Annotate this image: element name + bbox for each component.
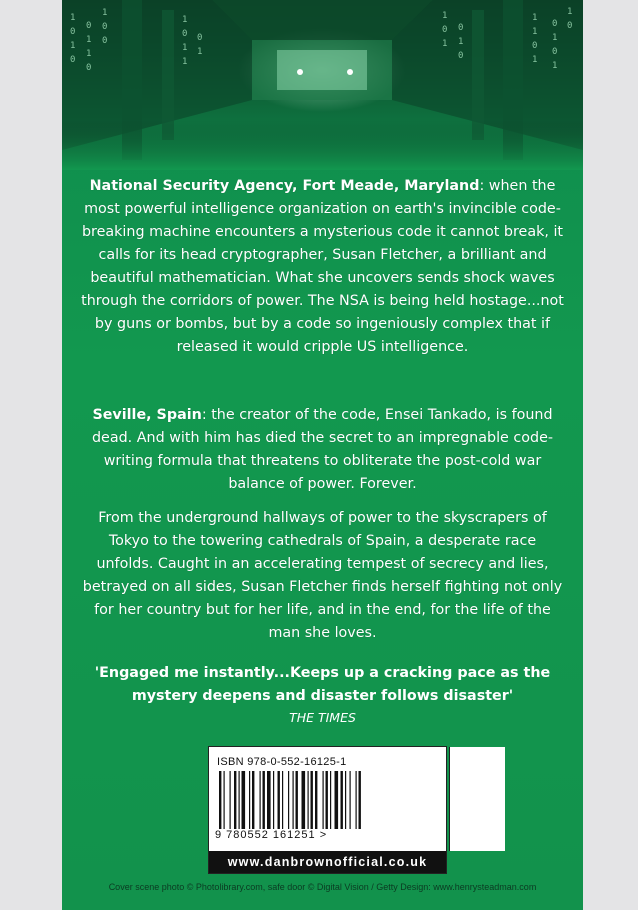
book-back-cover [62, 0, 583, 910]
svg-text:0: 0 [197, 33, 203, 43]
website-url: www.danbrownofficial.co.uk [209, 851, 446, 873]
svg-text:0: 0 [86, 21, 92, 31]
svg-text:1: 1 [182, 15, 188, 25]
svg-text:1: 1 [86, 35, 92, 45]
svg-text:0: 0 [70, 55, 76, 65]
review-quote: 'Engaged me instantly...Keeps up a cracking pace as the mystery deepens and disaster follows disaster' [94, 665, 551, 704]
svg-text:0: 0 [182, 29, 188, 39]
barcode-box [208, 746, 447, 874]
barcode-bars [219, 771, 399, 829]
blurb-location-seville: Seville, Spain [92, 407, 202, 423]
blurb-text-nsa: : when the most powerful intelligence organization on earth's invincible code-breaking machine encounters a mysterious code it cannot break, it calls for its head cryptographer, Susan Fletcher, a brilliant and beautiful mathematician. What she uncovers sends shock waves through the corridors of power. The NSA is being held hostage...not by guns or bombs, but by a code so ingeniously complex that if released it would cripple US intelligence. [81, 178, 564, 355]
svg-text:1: 1 [442, 39, 448, 49]
svg-text:0: 0 [458, 51, 464, 61]
svg-text:0: 0 [567, 21, 573, 31]
svg-text:0: 0 [552, 47, 558, 57]
svg-text:1: 1 [532, 13, 538, 23]
review-source: THE TIMES [289, 710, 356, 725]
blurb-paragraph-nsa [80, 175, 565, 359]
svg-text:1: 1 [197, 47, 203, 57]
svg-text:1: 1 [182, 57, 188, 67]
blurb-paragraph-race: From the underground hallways of power to the skyscrapers of Tokyo to the towering cathedrals of Spain, a desperate race unfolds. Caught in an accelerating tempest of secrecy and lies, betrayed on all sides, Susan Fletcher finds herself fighting not only for her country but for her life, and in the end, for the life of the man she loves. [82, 510, 563, 641]
cover-credits: Cover scene photo © Photolibrary.com, safe door © Digital Vision / Getty Design: www.henrysteadman.com [108, 882, 537, 892]
blurb-paragraph-seville [80, 404, 565, 496]
svg-text:1: 1 [532, 27, 538, 37]
svg-text:0: 0 [70, 27, 76, 37]
svg-text:1: 1 [552, 33, 558, 43]
svg-text:0: 0 [86, 63, 92, 73]
matrix-hallway-image [62, 0, 583, 170]
svg-text:0: 0 [532, 41, 538, 51]
svg-text:0: 0 [442, 25, 448, 35]
svg-text:1: 1 [182, 43, 188, 53]
svg-text:1: 1 [70, 41, 76, 51]
price-panel [449, 747, 505, 851]
hallway-graphic [62, 0, 583, 170]
isbn-label: ISBN 978-0-552-16125-1 [217, 756, 347, 768]
svg-text:0: 0 [102, 36, 108, 46]
blurb-text-seville: : the creator of the code, Ensei Tankado, is found dead. And with him has died the secret to an impregnable code-writing formula that threatens to obliterate the post-cold war balance of power. Forever. [91, 407, 554, 492]
svg-text:1: 1 [552, 61, 558, 71]
svg-text:0: 0 [458, 23, 464, 33]
svg-text:1: 1 [86, 49, 92, 59]
svg-text:1: 1 [532, 55, 538, 65]
svg-text:1: 1 [458, 37, 464, 47]
svg-text:0: 0 [102, 22, 108, 32]
svg-text:1: 1 [102, 8, 108, 18]
blurb-location-nsa: National Security Agency, Fort Meade, Maryland [89, 178, 480, 194]
svg-text:1: 1 [442, 11, 448, 21]
svg-text:0: 0 [552, 19, 558, 29]
svg-text:1: 1 [567, 7, 573, 17]
isbn-digits: 9 780552 161251 > [215, 829, 328, 841]
svg-text:1: 1 [70, 13, 76, 23]
